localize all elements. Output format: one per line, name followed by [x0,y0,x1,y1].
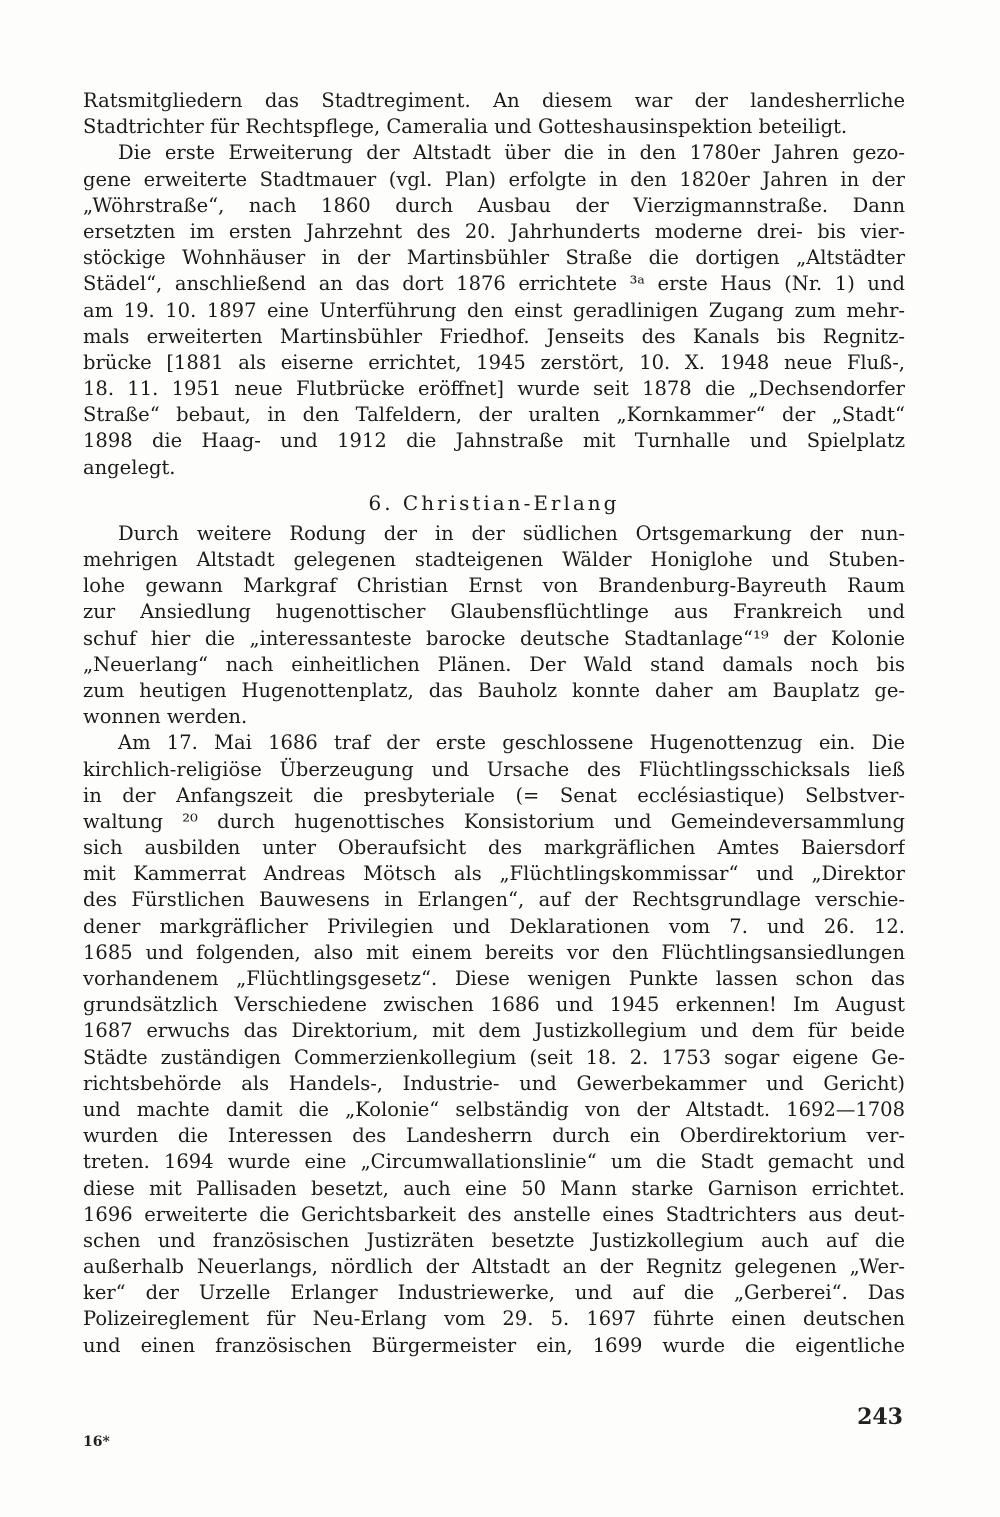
text-line: mals erweiterten Martinsbühler Friedhof. Jenseits des Kanals bis Regnitz- [83,324,905,348]
text-line: brücke [1881 als eiserne errichtet, 1945 zerstört, 10. X. 1948 neue Fluß-, [83,350,905,374]
page-number: 243 [857,1404,903,1430]
paragraph-2 [83,140,905,480]
text-line: in der Anfangszeit die presbyteriale (= Senat ecclésiastique) Selbstver- [83,783,905,807]
text-line: schen und französischen Justizräten besetzte Justizkollegium auch auf die [83,1228,905,1252]
text-line: 1685 und folgenden, also mit einem bereits vor den Flüchtlingsansiedlungen [83,940,905,964]
text-line: kirchlich-religiöse Überzeugung und Ursache des Flüchtlingsschicksals ließ [83,757,905,781]
text-line: stöckige Wohnhäuser in der Martinsbühler Straße die dortigen „Altstädter [83,246,905,270]
signature-mark: 16* [83,1434,110,1450]
text-line: 1898 die Haag- und 1912 die Jahnstraße mit Turnhalle und Spielplatz [83,429,905,453]
paragraph-1 [83,88,905,140]
text-line: vorhandenem „Flüchtlingsgesetz“. Diese wenigen Punkte lassen schon das [83,967,905,990]
paragraph-4 [83,730,905,1359]
text-line: Die erste Erweiterung der Altstadt über die in den 1780er Jahren gezo- [118,141,905,165]
text-line: am 19. 10. 1897 eine Unterführung den einst geradlinigen Zugang zum mehr- [83,298,905,322]
text-line: „Wöhrstraße“, nach 1860 durch Ausbau der Vierzigmannstraße. Dann [83,193,905,217]
text-line: schuf hier die „interessanteste barocke deutsche Stadtanlage“¹⁹ der Kolonie [83,626,905,650]
text-line: wonnen werden. [83,705,248,729]
section-heading: 6. Christian-Erlang [368,490,620,515]
text-line: richtsbehörde als Handels-, Industrie- und Gewerbekammer und Gericht) [83,1071,905,1095]
text-line: ersetzten im ersten Jahrzehnt des 20. Jahrhunderts moderne drei- bis vier- [83,219,905,243]
text-line: sich ausbilden unter Oberaufsicht des markgräflichen Amtes Baiersdorf [83,836,905,860]
text-line: und machte damit die „Kolonie“ selbständig von der Altstadt. 1692—1708 [83,1097,905,1121]
text-line: Städel“, anschließend an das dort 1876 errichtete ³ᵃ erste Haus (Nr. 1) und [83,272,905,296]
text-line: gene erweiterte Stadtmauer (vgl. Plan) erfolgte in den 1820er Jahren in der [83,167,905,191]
text-line: ker“ der Urzelle Erlanger Industriewerke, und auf die „Gerberei“. Das [83,1281,905,1305]
text-line: Stadtrichter für Rechtspflege, Cameralia und Gotteshausinspektion beteiligt. [83,115,848,139]
text-line: 1696 erweiterte die Gerichtsbarkeit des anstelle eines Stadtrichters aus deut- [83,1202,905,1226]
text-line: treten. 1694 wurde eine „Circumwallationslinie“ um die Stadt gemacht und [83,1150,905,1174]
text-line: Ratsmitgliedern das Stadtregiment. An diesem war der landesherrliche [83,89,905,112]
text-line: zur Ansiedlung hugenottischer Glaubensflüchtlinge aus Frankreich und [83,600,905,624]
text-line: „Neuerlang“ nach einheitlichen Plänen. Der Wald stand damals noch bis [83,652,905,676]
text-line: Am 17. Mai 1686 traf der erste geschlossene Hugenottenzug ein. Die [118,731,905,755]
text-line: Städte zuständigen Commerzienkollegium (seit 18. 2. 1753 sogar eigene Ge- [83,1045,905,1069]
text-line: diese mit Pallisaden besetzt, auch eine 50 Mann starke Garnison errichtet. [83,1176,905,1200]
text-line: mehrigen Altstadt gelegenen stadteigenen Wälder Honiglohe und Stuben- [83,548,905,571]
text-line: außerhalb Neuerlangs, nördlich der Altstadt an der Regnitz gelegenen „Wer- [83,1255,905,1279]
text-line: wurden die Interessen des Landesherrn durch ein Oberdirektorium ver- [83,1124,905,1148]
body-text [83,88,905,1359]
text-line: 18. 11. 1951 neue Flutbrücke eröffnet] wurde seit 1878 die „Dechsendorfer [83,377,905,401]
text-line: grundsätzlich Verschiedene zwischen 1686 und 1945 erkennen! Im August [83,993,905,1017]
paragraph-3 [83,521,905,731]
text-line: angelegt. [83,455,176,479]
text-line: Straße“ bebaut, in den Talfeldern, der uralten „Kornkammer“ der „Stadt“ [83,403,905,427]
text-line: lohe gewann Markgraf Christian Ernst von Brandenburg-Bayreuth Raum [83,574,905,598]
text-line: und einen französischen Bürgermeister ein, 1699 wurde die eigentliche [83,1333,905,1357]
text-line: zum heutigen Hugenottenplatz, das Bauholz konnte daher am Bauplatz ge- [83,678,905,702]
text-line: 1687 erwuchs das Direktorium, mit dem Justizkollegium und dem für beide [83,1019,905,1043]
text-line: Durch weitere Rodung der in der südlichen Ortsgemarkung der nun- [118,521,905,545]
text-line: waltung ²⁰ durch hugenottisches Konsistorium und Gemeindeversammlung [83,809,905,833]
text-line: mit Kammerrat Andreas Mötsch als „Flüchtlingskommissar“ und „Direktor [83,862,905,886]
text-line: des Fürstlichen Bauwesens in Erlangen“, auf der Rechtsgrundlage verschie- [83,888,905,912]
text-line: dener markgräflicher Privilegien und Deklarationen vom 7. und 26. 12. [83,914,905,938]
text-line: Polizeireglement für Neu-Erlang vom 29. 5. 1697 führte einen deutschen [83,1307,905,1331]
